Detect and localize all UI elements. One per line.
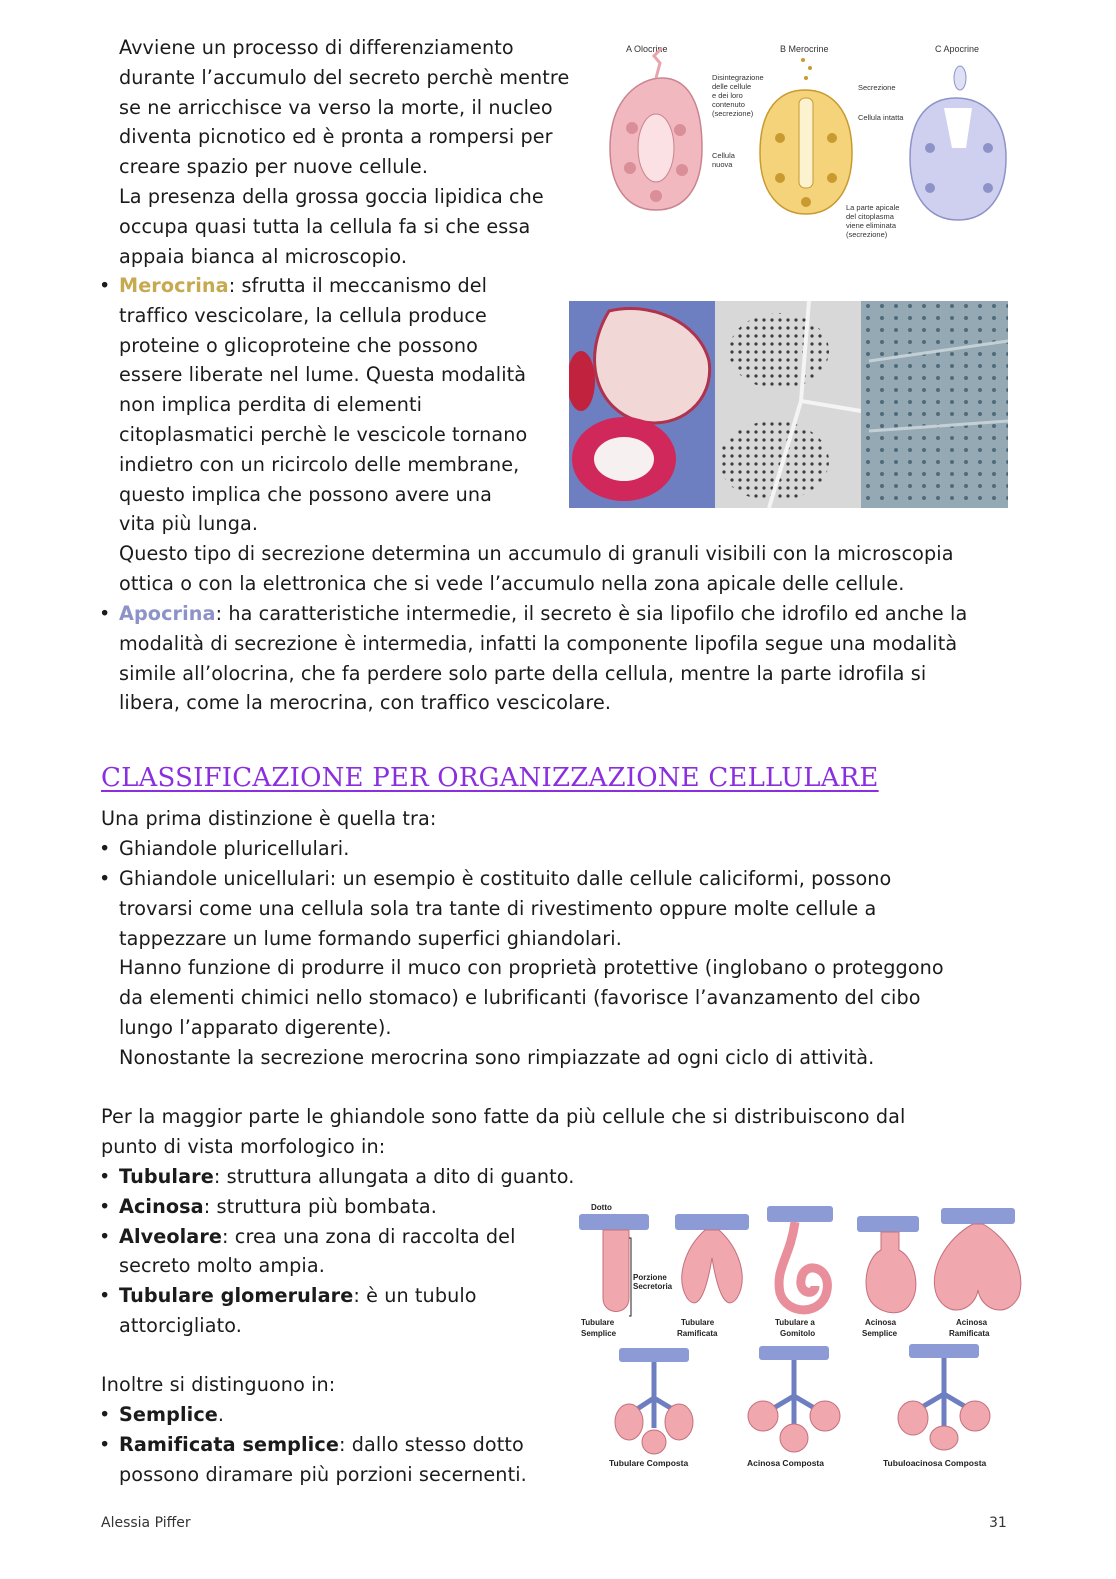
morphology-list: • Tubulare: struttura allungata a dito di guanto. • Acinosa: struttura più bombata. • Alveolare: crea una zona di raccolta del secreto molto ampia. • Tubulare glomerulare: è un tubulo attorcigliato. (119, 1162, 575, 1341)
svg-text:Ramificata: Ramificata (949, 1329, 990, 1338)
bottom-row-glands (615, 1344, 990, 1454)
svg-text:Dotto: Dotto (591, 1203, 612, 1212)
complexity-list: • Semplice. • Ramificata semplice: dallo stesso dotto possono diramare più porzioni secernenti. (119, 1400, 527, 1489)
bullet: • (99, 837, 111, 860)
section-b-intro: Una prima distinzione è quella tra: (101, 807, 437, 830)
text-line: modalità di secrezione è intermedia, infatti la componente lipofila segue una modalità (119, 631, 958, 655)
text-line: citoplasmatici perchè le vescicole tornano (119, 422, 528, 446)
ramificata-item: • Ramificata semplice: dallo stesso dotto (99, 1432, 524, 1456)
apocrine-gland-illustration (910, 66, 1006, 220)
text-line: lungo l’apparato digerente). (119, 1015, 392, 1039)
text-line: Questo tipo di secrezione determina un accumulo di granuli visibili con la microscopia (119, 542, 954, 566)
text-line: creare spazio per nuove cellule. (119, 155, 429, 179)
svg-text:Gomitolo: Gomitolo (780, 1329, 816, 1338)
text-line: occupa quasi tutta la cellula fa si che essa (119, 214, 531, 238)
figure-label-c: C Apocrine (935, 44, 980, 54)
acinosa-item: • Acinosa: struttura più bombata. (99, 1194, 437, 1218)
svg-text:Porzione: Porzione (633, 1273, 667, 1282)
svg-text:Semplice: Semplice (862, 1329, 898, 1338)
tubulare-item: • Tubulare: struttura allungata a dito di guanto. (99, 1165, 575, 1188)
svg-text:nuova: nuova (712, 160, 733, 169)
apocrina-keyword: Apocrina (119, 602, 216, 625)
svg-text:(secrezione): (secrezione) (846, 230, 888, 239)
apocrina-item (99, 599, 968, 718)
text-line: indietro con un ricircolo delle membrane, (119, 452, 520, 476)
text-line: durante l’accumulo del secreto perchè mentre (119, 65, 570, 89)
text-line: non implica perdita di elementi (119, 393, 423, 417)
unicellulari-item (99, 864, 944, 1073)
svg-text:Ramificata: Ramificata (677, 1329, 718, 1338)
text-line: traffico vescicolare, la cellula produce (119, 303, 487, 327)
section-heading: CLASSIFICAZIONE PER ORGANIZZAZIONE CELLULARE (101, 763, 879, 793)
semplice-item: • Semplice. (99, 1403, 225, 1426)
text-line: : ha caratteristiche intermedie, il secreto è sia lipofilo che idrofilo ed anche la (215, 602, 968, 625)
secretion-modes-figure (600, 38, 1012, 244)
text-line: Nonostante la secrezione merocrina sono rimpiazzate ad ogni ciclo di attività. (119, 1045, 875, 1069)
svg-text:Secretoria: Secretoria (633, 1282, 673, 1291)
figure-label-b: B Merocrine (780, 44, 829, 54)
text-line: La presenza della grossa goccia lipidica che (119, 184, 544, 208)
text-line: Ghiandole unicellulari: un esempio è costituito dalle cellule caliciformi, possono (119, 867, 892, 890)
svg-text:viene eliminata: viene eliminata (846, 221, 897, 230)
merocrine-gland-illustration (760, 58, 852, 214)
svg-text:Secrezione: Secrezione (858, 83, 896, 92)
page-number: 31 (989, 1515, 1007, 1531)
svg-text:Tubulare: Tubulare (581, 1318, 615, 1327)
gland-bottom-labels (609, 1458, 987, 1468)
bullet: • (99, 274, 111, 297)
text-line: : sfrutta il meccanismo del (228, 274, 488, 297)
text-line: ottica o con la elettronica che si vede l’accumulo nella zona apicale delle cellule. (119, 571, 905, 595)
top-row-glands (579, 1206, 1021, 1313)
gland-morphology-figure (575, 1198, 1023, 1475)
glomerulare-item: • Tubulare glomerulare: è un tubulo (99, 1284, 477, 1308)
svg-text:Tubulare Composta: Tubulare Composta (609, 1458, 689, 1468)
svg-text:Tubulare a: Tubulare a (775, 1318, 815, 1327)
svg-text:Tubuloacinosa Composta: Tubuloacinosa Composta (883, 1458, 987, 1468)
olocrina-paragraph (119, 33, 569, 271)
text-line: essere liberate nel lume. Questa modalità (119, 363, 527, 387)
text-line: questo implica che possono avere una (119, 482, 493, 506)
footer-author: Alessia Piffer (101, 1515, 191, 1531)
text-line: trovarsi come una cellula sola tra tante di rivestimento oppure molte cellule a (119, 896, 877, 920)
text-line: Hanno funzione di produrre il muco con proprietà protettive (inglobano o proteggono (119, 956, 944, 980)
svg-text:Tubulare: Tubulare (681, 1318, 715, 1327)
text-line: libera, come la merocrina, con traffico vescicolare. (119, 691, 612, 715)
text-line: proteine o glicoproteine che possono (119, 333, 478, 357)
svg-text:(secrezione): (secrezione) (712, 109, 754, 118)
merocrina-keyword: Merocrina (119, 274, 229, 297)
svg-text:del citoplasma: del citoplasma (846, 212, 894, 221)
trichrome-micrograph (569, 301, 715, 508)
svg-text:Acinosa: Acinosa (956, 1318, 988, 1327)
bullet: • (99, 602, 111, 625)
micrographs-figure (569, 301, 1008, 508)
svg-text:contenuto: contenuto (712, 100, 745, 109)
section-d-intro: Inoltre si distinguono in: (101, 1373, 336, 1396)
text-line: vita più lunga. (119, 512, 259, 536)
svg-text:Acinosa Composta: Acinosa Composta (747, 1458, 824, 1468)
svg-text:delle cellule: delle cellule (712, 82, 752, 91)
svg-text:Cellula: Cellula (712, 151, 735, 160)
holocrine-gland-illustration (610, 48, 702, 210)
svg-text:Disintegrazione: Disintegrazione (712, 73, 764, 82)
text-line: da elementi chimici nello stomaco) e lubrificanti (favorisce l’avanzamento del cibo (119, 986, 921, 1010)
svg-text:e dei loro: e dei loro (712, 91, 743, 100)
figure-label-a: A Olocrine (626, 44, 668, 54)
section-c-intro: Per la maggior parte le ghiandole sono fatte da più cellule che si distribuiscono dal punto di vista morfologico in: (101, 1105, 906, 1158)
bullet: • (99, 867, 111, 890)
alveolare-item: • Alveolare: crea una zona di raccolta del (99, 1224, 516, 1248)
text-line: simile all’olocrina, che fa perdere solo parte della cellula, mentre la parte idrofila si (119, 661, 927, 685)
text-line: diventa picnotico ed è pronta a rompersi per (119, 125, 553, 149)
svg-text:La parte apicale: La parte apicale (846, 203, 900, 212)
granule-micrograph (861, 301, 1008, 508)
electron-micrograph (715, 301, 861, 508)
svg-text:Acinosa: Acinosa (865, 1318, 897, 1327)
svg-text:Cellula intatta: Cellula intatta (858, 113, 904, 122)
text-line: se ne arricchisce va verso la morte, il nucleo (119, 95, 553, 119)
svg-text:Semplice: Semplice (581, 1329, 617, 1338)
text-line: tappezzare un lume formando superfici ghiandolari. (119, 926, 622, 950)
pluricellulari-item: • Ghiandole pluricellulari. (119, 834, 349, 864)
text-line: Avviene un processo di differenziamento (119, 36, 514, 59)
text-line: appaia bianca al microscopio. (119, 244, 408, 268)
